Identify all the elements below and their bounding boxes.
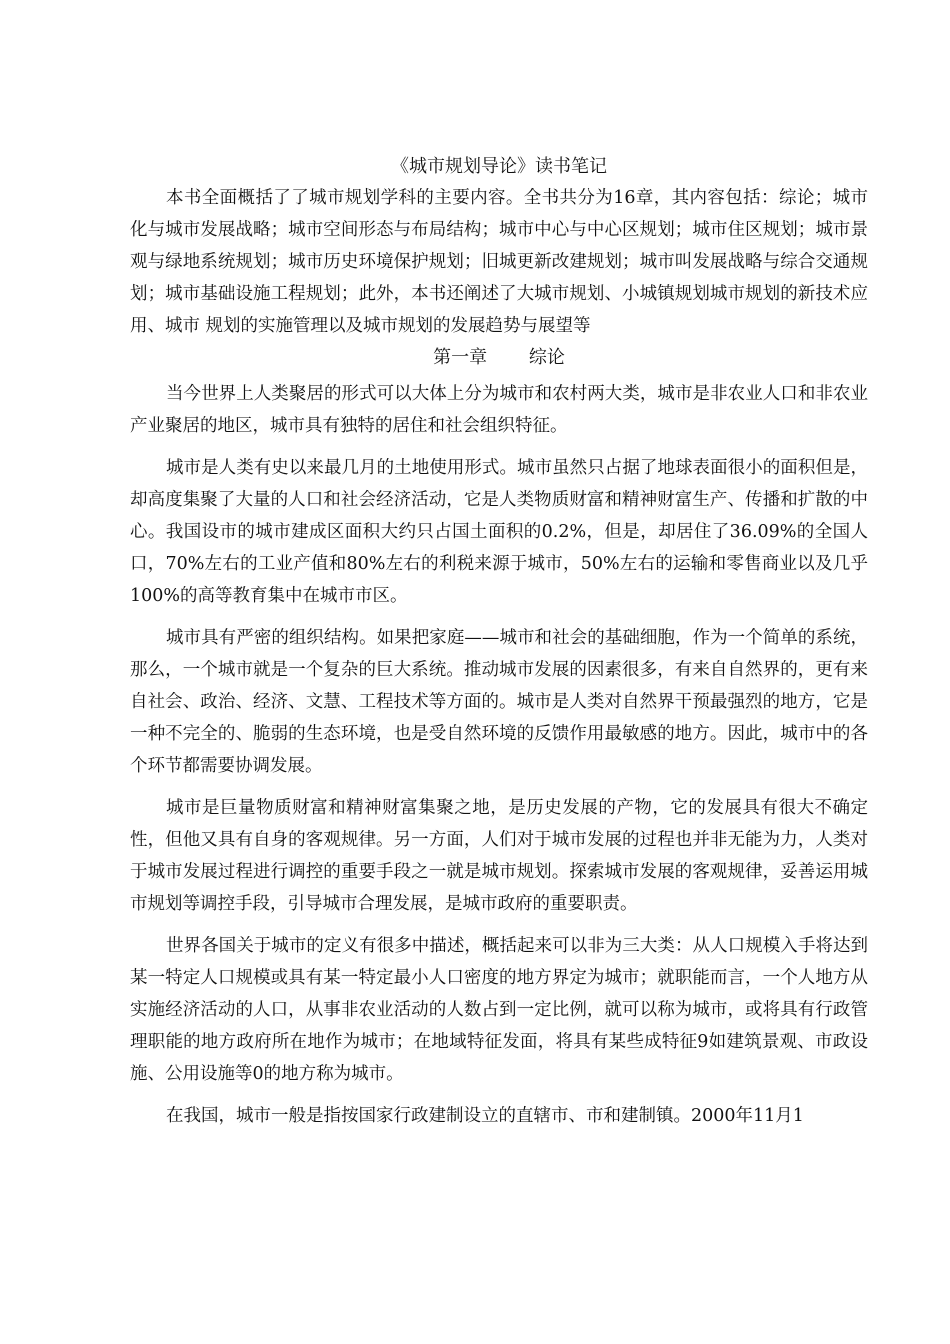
body-paragraph: 世界各国关于城市的定义有很多中描述，概括起来可以非为三大类：从人口规模入手将达到某一特定人口规模或具有某一特定最小人口密度的地方界定为城市；就职能而言，一个人地方从实施经济活动的人口，从事非农业活动的人数占到一定比例，就可以称为城市，或将具有行政管理职能的地方政府所在地作为城市；在地域特征发面，将具有某些成特征9如建筑景观、市政设施、公用设施等0的地方称为城市。 [130, 936, 868, 1084]
body-paragraph: 当今世界上人类聚居的形式可以大体上分为城市和农村两大类，城市是非农业人口和非农业产业聚居的地区，城市具有独特的居住和社会组织特征。 [130, 384, 868, 436]
document-title: 《城市规划导论》读书笔记 [391, 156, 607, 177]
body-paragraph: 城市是巨量物质财富和精神财富集聚之地，是历史发展的产物，它的发展具有很大不确定性，但他又具有自身的客观规律。另一方面，人们对于城市发展的过程也并非无能为力，人类对于城市发展过程进行调控的重要手段之一就是城市规划。探索城市发展的客观规律，妥善运用城市规划等调控手段，引导城市合理发展，是城市政府的重要职责。 [130, 798, 868, 914]
document-body [130, 152, 868, 1142]
chapter-heading: 第一章 综论 [433, 347, 565, 368]
body-paragraph: 城市是人类有史以来最几月的土地使用形式。城市虽然只占据了地球表面很小的面积但是，却高度集聚了大量的人口和社会经济活动，它是人类物质财富和精神财富生产、传播和扩散的中心。我国设市的城市建成区面积大约只占国土面积的0.2%，但是，却居住了36.09%的全国人口，70%左右的工业产值和80%左右的利税来源于城市，50%左右的运输和零售商业以及几乎100%的高等教育集中在城市市区。 [130, 458, 868, 606]
body-paragraph: 城市具有严密的组织结构。如果把家庭——城市和社会的基础细胞，作为一个简单的系统，那么，一个城市就是一个复杂的巨大系统。推动城市发展的因素很多，有来自自然界的，更有来自社会、政治、经济、文慧、工程技术等方面的。城市是人类对自然界干预最强烈的地方，它是一种不完全的、脆弱的生态环境，也是受自然环境的反馈作用最敏感的地方。因此，城市中的各个环节都需要协调发展。 [130, 628, 868, 776]
body-paragraph: 在我国，城市一般是指按国家行政建制设立的直辖市、市和建制镇。2000年11月1 [166, 1106, 804, 1126]
intro-paragraph: 本书全面概括了了城市规划学科的主要内容。全书共分为16章，其内容包括：综论；城市化与城市发展战略；城市空间形态与布局结构；城市中心与中心区规划；城市住区规划；城市景观与绿地系统规划；城市历史环境保护规划；旧城更新改建规划；城市叫发展战略与综合交通规划；城市基础设施工程规划；此外，本书还阐述了大城市规划、小城镇规划城市规划的新技术应用、城市 规划的实施管理以及城市规划的发展趋势与展望等 [130, 188, 868, 336]
